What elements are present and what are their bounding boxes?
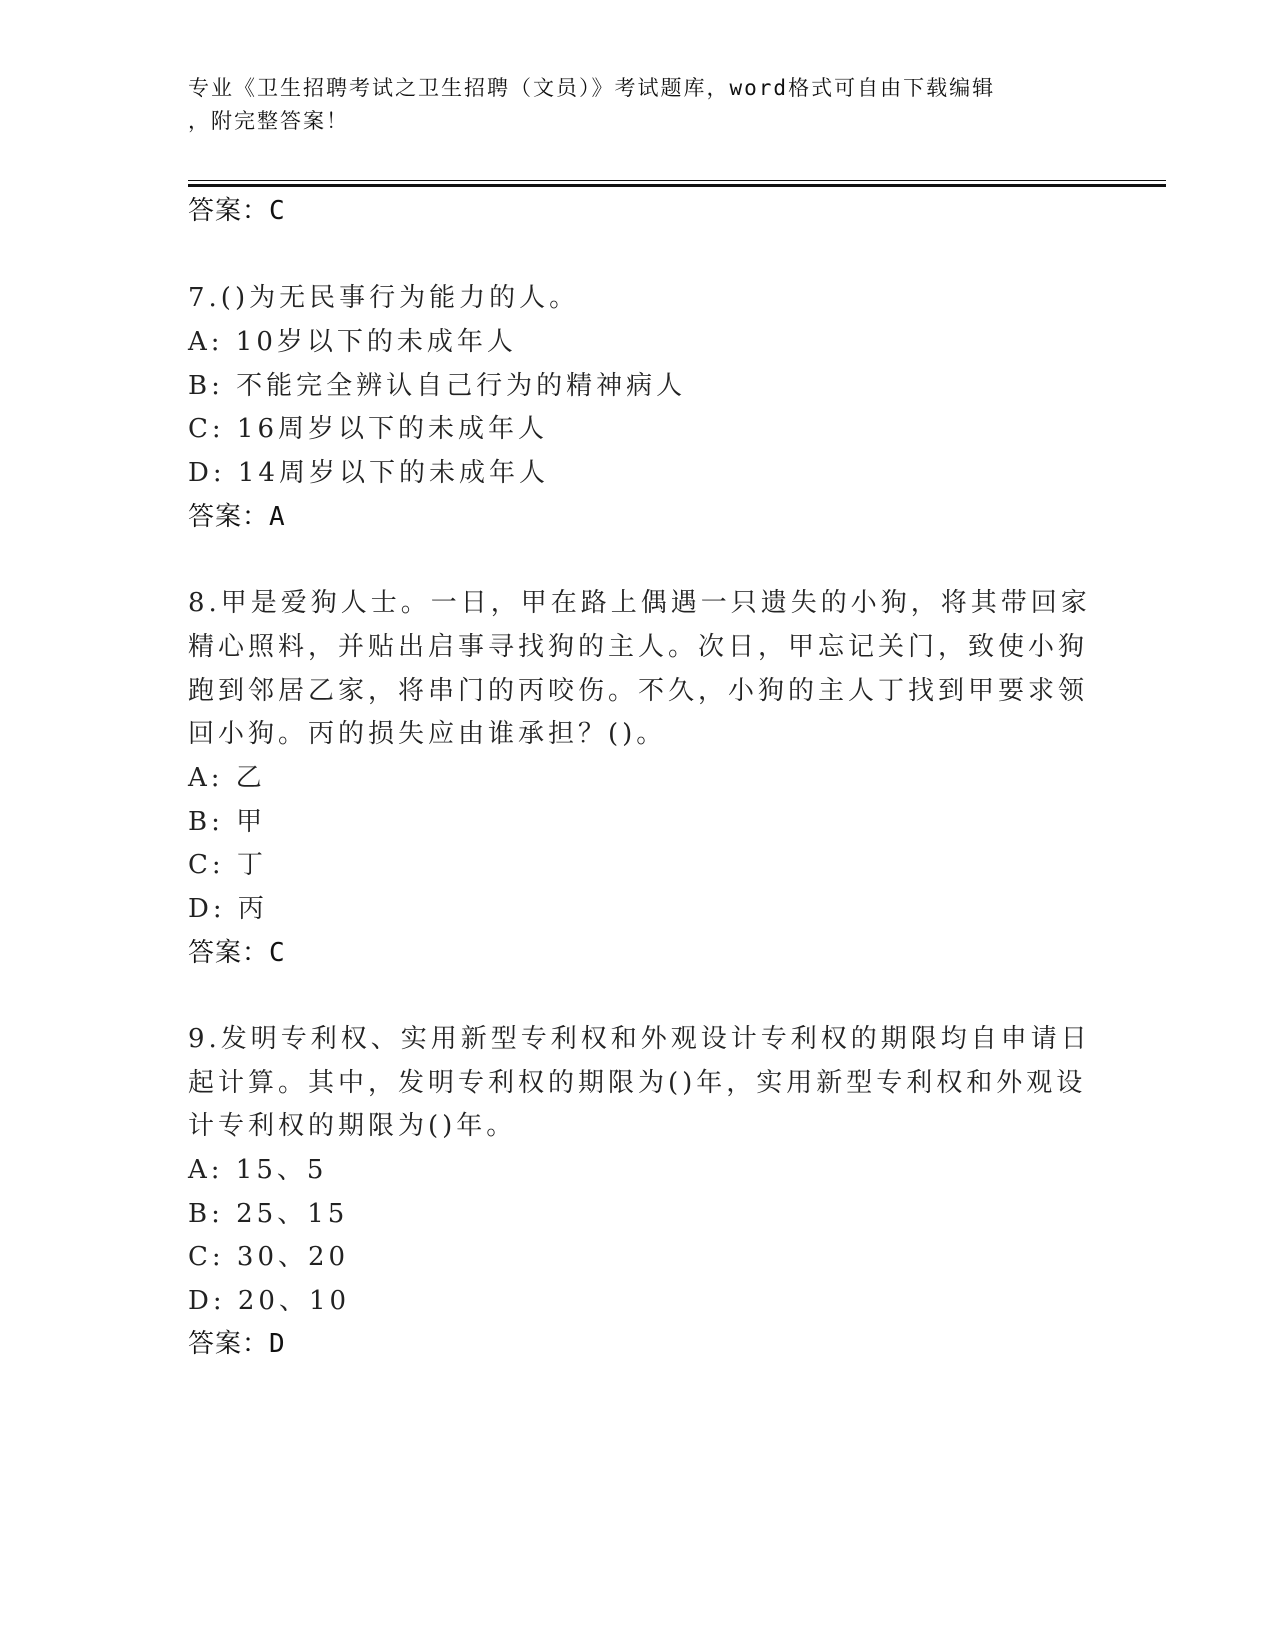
question-9-stem-line-3: 计专利权的期限为()年。 [188,1111,517,1141]
question-7-option-d: D: 14周岁以下的未成年人 [188,458,549,488]
question-9-option-b: B: 25、15 [188,1199,349,1229]
question-9-option-d: D: 20、10 [188,1286,351,1316]
question-8-stem-line-3: 跑到邻居乙家，将串门的丙咬伤。不久，小狗的主人丁找到甲要求领 [188,676,1089,706]
question-9-option-a: A: 15、5 [188,1155,328,1185]
question-8-answer: 答案：C [188,938,286,968]
question-7-option-c: C: 16周岁以下的未成年人 [188,414,549,444]
question-9-option-c: C: 30、20 [188,1242,350,1272]
question-7-option-b: B: 不能完全辨认自己行为的精神病人 [188,371,687,401]
question-7-option-a: A: 10岁以下的未成年人 [188,327,517,357]
question-8-option-b: B: 甲 [188,807,267,837]
header-line-1: 专业《卫生招聘考试之卫生招聘（文员）》考试题库，word格式可自由下载编辑 [188,76,996,100]
question-9-stem-line-2: 起计算。其中，发明专利权的期限为()年，实用新型专利权和外观设 [188,1068,1087,1098]
header-rule-thick [188,184,1166,187]
question-8-stem-line-4: 回小狗。丙的损失应由谁承担？()。 [188,719,667,749]
previous-answer: 答案：C [188,196,286,226]
question-8-stem-line-2: 精心照料，并贴出启事寻找狗的主人。次日，甲忘记关门，致使小狗 [188,632,1089,662]
document-header [188,72,1068,138]
question-8-stem-line-1: 8.甲是爱狗人士。一日，甲在路上偶遇一只遗失的小狗，将其带回家 [188,588,1091,618]
question-8-option-c: C: 丁 [188,850,267,880]
question-8-option-a: A: 乙 [188,763,266,793]
question-7-answer: 答案：A [188,502,286,532]
question-7-stem: 7.()为无民事行为能力的人。 [188,283,580,313]
header-line-2: ，附完整答案！ [188,109,349,133]
question-8-option-d: D: 丙 [188,894,268,924]
question-9-stem-line-1: 9.发明专利权、实用新型专利权和外观设计专利权的期限均自申请日 [188,1024,1091,1054]
header-rule-thin [188,180,1166,181]
question-9-answer: 答案：D [188,1329,286,1359]
